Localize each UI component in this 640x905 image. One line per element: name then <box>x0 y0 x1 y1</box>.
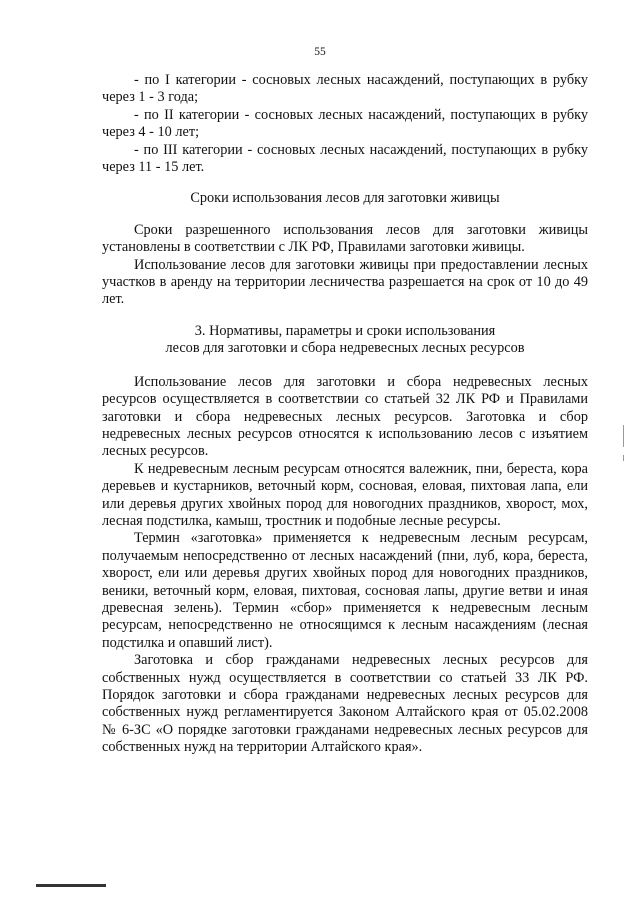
section-heading-3-line-1: 3. Нормативы, параметры и сроки использования <box>194 322 496 339</box>
footer-rule <box>36 884 106 887</box>
category-item-1: - по I категории - сосновых лесных насаждений, поступающих в рубку через 1 - 3 года; <box>102 72 588 106</box>
resin-paragraph-2: Использование лесов для заготовки живицы при предоставлении лесных участков в аренду на территории лесничества разрешается на срок от 10 до 49 лет. <box>102 256 588 308</box>
nontimber-paragraph-3: Термин «заготовка» применяется к недревесным лесным ресурсам, получаемым непосредственно от лесных насаждений (пни, луб, кора, береста, хворост, ели или деревья других хвойных пород для новогодних праздников, веники, веточный корм, еловая, пихтовая, сосновая лапы, другие ветви и иная древесная зелень). Термин «сбор» применяется к недревесным лесным ресурсам, непосредственно не относящимся к лесным насаждениям (лесная подстилка и опавший лист). <box>102 530 588 651</box>
section-heading-resin: Сроки использования лесов для заготовки живицы <box>190 190 500 207</box>
section-heading-3 <box>102 323 588 358</box>
category-item-2: - по II категории - сосновых лесных насаждений, поступающих в рубку через 4 - 10 лет; <box>102 106 588 141</box>
document-body <box>102 72 588 757</box>
page-number: 55 <box>314 46 326 58</box>
resin-paragraph-1: Сроки разрешенного использования лесов для заготовки живицы установлены в соответствии с ЛК РФ, Правилами заготовки живицы. <box>102 221 588 256</box>
category-item-3: - по III категории - сосновых лесных насаждений, поступающих в рубку через 11 - 15 лет. <box>102 141 588 176</box>
scan-mark <box>623 425 624 447</box>
section-heading-3-line-2: лесов для заготовки и сбора недревесных лесных ресурсов <box>165 340 525 357</box>
nontimber-paragraph-4: Заготовка и сбор гражданами недревесных лесных ресурсов для собственных нужд осуществляется в соответствии со статьей 33 ЛК РФ. Порядок заготовки и сбора гражданами недревесных лесных ресурсов для собственных нужд регламентируется Законом Алтайского края от 05.02.2008 № 6-ЗС «О порядке заготовки гражданами недревесных лесных ресурсов для собственных нужд на территории Алтайского края». <box>102 652 588 756</box>
nontimber-paragraph-1: Использование лесов для заготовки и сбора недревесных лесных ресурсов осуществляется в соответствии со статьей 32 ЛК РФ и Правилами заготовки и сбора недревесных лесных ресурсов. Заготовка и сбор недревесных лесных ресурсов относятся к использованию лесов с изъятием лесных ресурсов. <box>102 373 588 460</box>
scan-mark-small <box>623 455 624 461</box>
nontimber-paragraph-2: К недревесным лесным ресурсам относятся валежник, пни, береста, кора деревьев и кустарников, веточный корм, сосновая, еловая, пихтовая лапа, ели или деревья других хвойных пород для новогодних праздников, хворост, мох, лесная подстилка, камыш, тростник и подобные лесные ресурсы. <box>102 460 588 529</box>
